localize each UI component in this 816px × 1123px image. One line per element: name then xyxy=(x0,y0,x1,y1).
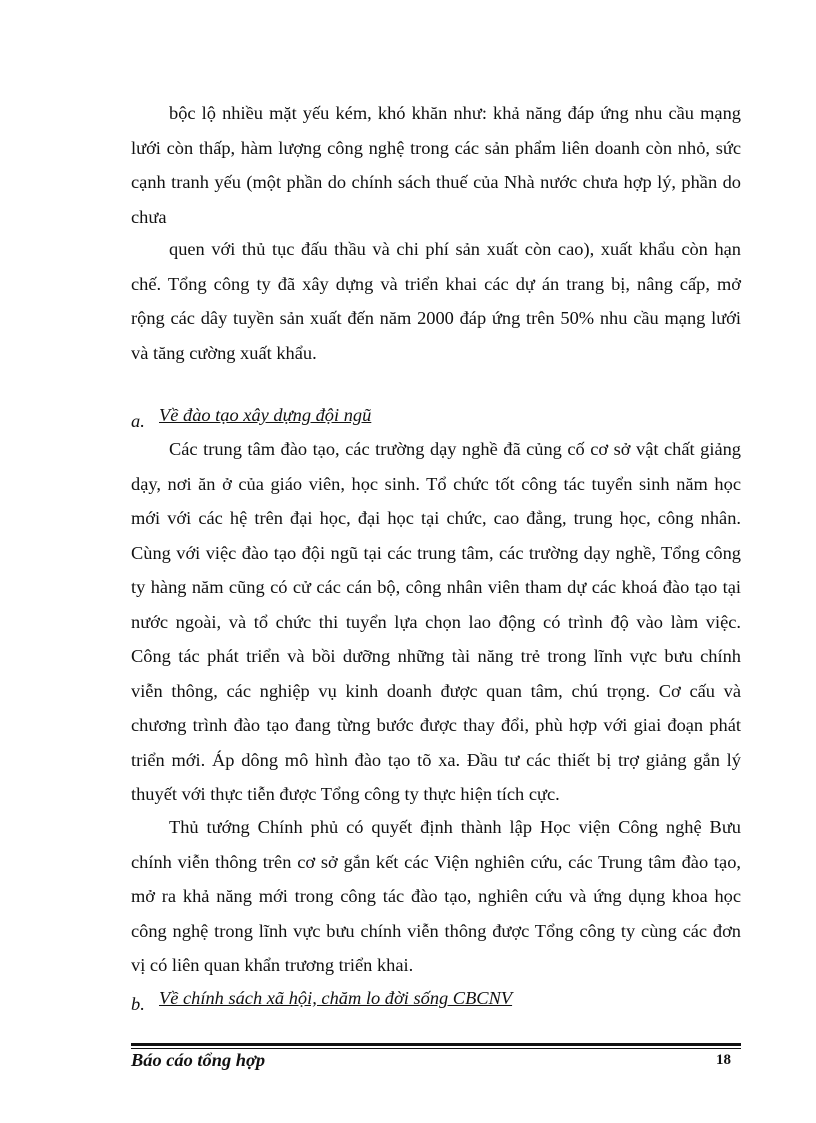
text-line: rộng các dây tuyền sản xuất đến năm 2000 đáp ứng trên 50% nhu cầu mạng lưới xyxy=(131,308,741,328)
footer-rule-thin xyxy=(131,1048,741,1049)
text-line: bộc lộ nhiều mặt yếu kém, khó khăn như: khả năng đáp ứng nhu cầu mạng xyxy=(169,103,741,123)
text-line: công nghệ trong lĩnh vực bưu chính viễn thông được Tổng công ty cùng các đơn xyxy=(131,920,741,941)
text-line: mở ra khả năng mới trong công tác đào tạo, nghiên cứu và ứng dụng khoa học xyxy=(131,886,741,906)
section-title: Về đào tạo xây dựng đội ngũ xyxy=(159,405,372,425)
section-heading-a xyxy=(131,400,371,430)
text-line: dạy, nơi ăn ở của giáo viên, học sinh. Tổ chức tốt công tác tuyển sinh năm học xyxy=(131,473,741,494)
paragraph-4 xyxy=(131,810,741,983)
text-line: quen với thủ tục đấu thầu và chi phí sản xuất còn cao), xuất khẩu còn hạn xyxy=(169,239,741,259)
text-line: Các trung tâm đào tạo, các trường dạy nghề đã củng cố cơ sở vật chất giảng xyxy=(169,439,741,459)
section-title: Về chính sách xã hội, chăm lo đời sống CBCNV xyxy=(159,988,513,1008)
text-line: chính viễn thông trên cơ sở gắn kết các Viện nghiên cứu, các Trung tâm đào tạo, xyxy=(131,851,741,872)
section-marker: b. xyxy=(131,994,145,1014)
text-line: chế. Tổng công ty đã xây dựng và triển khai các dự án trang bị, nâng cấp, mở xyxy=(131,273,741,294)
text-line: chưa xyxy=(131,206,167,227)
text-line: viễn thông, các nghiệp vụ kinh doanh được quan tâm, chú trọng. Cơ cấu và xyxy=(131,680,741,701)
text-line: và tăng cường xuất khẩu. xyxy=(131,342,317,363)
text-line: ty hàng năm cũng có cử các cán bộ, công nhân viên tham dự các khoá đào tạo tại xyxy=(131,577,741,597)
text-line: Công tác phát triển và bồi dưỡng những tài năng trẻ trong lĩnh vực bưu chính xyxy=(131,646,741,666)
text-line: nước ngoài, và tổ chức thi tuyển lựa chọn lao động có trình độ vào làm việc. xyxy=(131,611,741,632)
text-line: lưới còn thấp, hàm lượng công nghệ trong các sản phẩm liên doanh còn nhỏ, sức xyxy=(131,137,741,158)
section-heading-b xyxy=(131,983,512,1013)
page-number: 18 xyxy=(716,1052,731,1068)
text-line: chương trình đào tạo đang từng bước được thay đổi, phù hợp với giai đoạn phát xyxy=(131,715,741,735)
text-line: mới với các hệ trên đại học, đại học tại chức, cao đẳng, trung học, công nhân. xyxy=(131,508,741,528)
section-marker: a. xyxy=(131,411,145,431)
paragraph-3 xyxy=(131,432,741,812)
paragraph-2 xyxy=(131,232,741,370)
text-line: triển mới. Áp dông mô hình đào tạo tõ xa. Đầu tư các thiết bị trợ giảng gắn lý xyxy=(131,749,741,770)
footer-title: Báo cáo tổng hợp xyxy=(131,1050,266,1070)
text-line: cạnh tranh yếu (một phần do chính sách thuế của Nhà nước chưa hợp lý, phần do xyxy=(131,172,741,192)
footer-rule xyxy=(131,1043,741,1046)
text-line: Cùng với việc đào tạo đội ngũ tại các trung tâm, các trường dạy nghề, Tổng công xyxy=(131,542,741,563)
text-line: vị có liên quan khẩn trương triển khai. xyxy=(131,955,414,975)
paragraph-1 xyxy=(131,96,741,234)
text-line: Thủ tướng Chính phủ có quyết định thành lập Học viện Công nghệ Bưu xyxy=(169,817,741,837)
text-line: thuyết với thực tiễn được Tổng công ty thực hiện tích cực. xyxy=(131,784,560,804)
